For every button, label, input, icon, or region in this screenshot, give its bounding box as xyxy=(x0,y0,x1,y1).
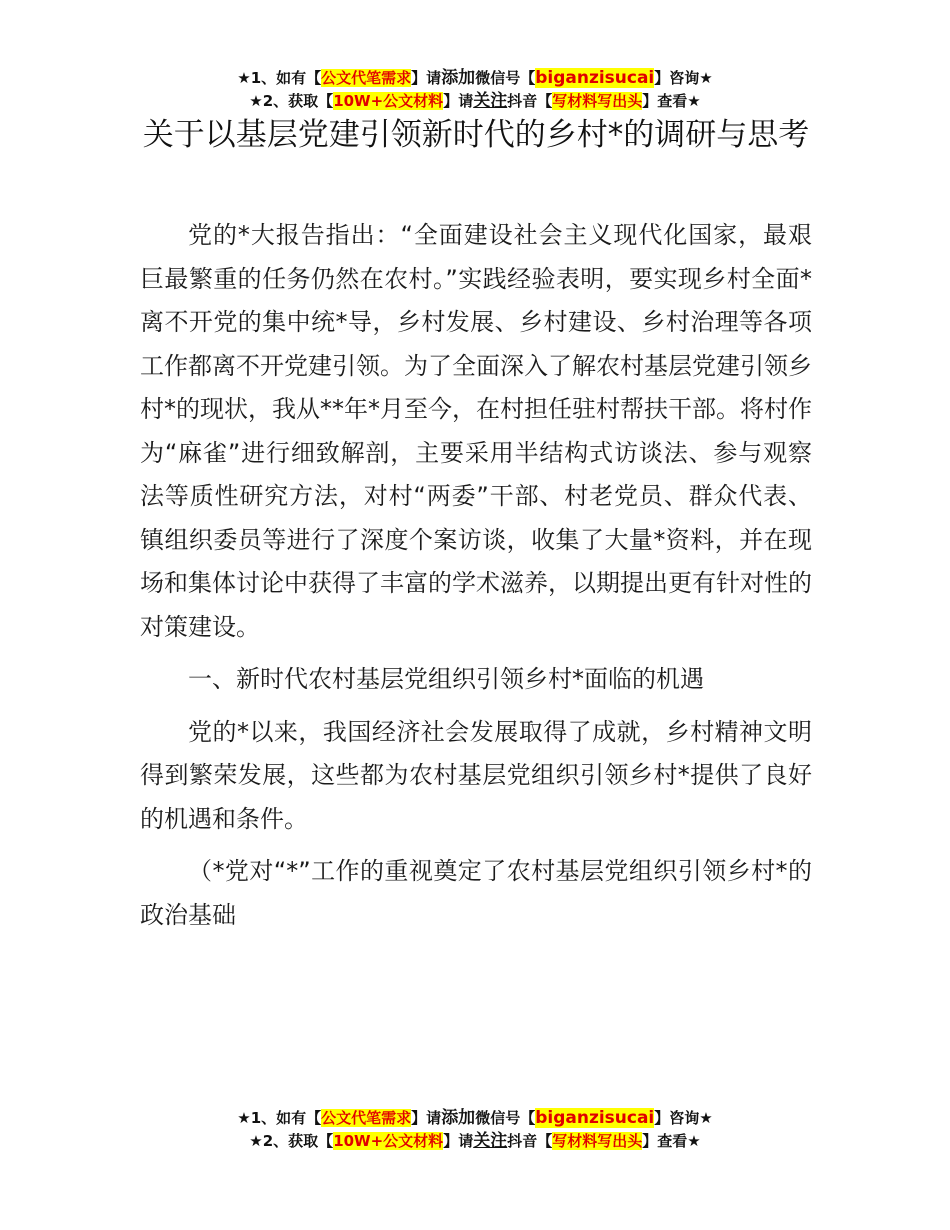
douyin-account-highlight: 写材料写出头 xyxy=(552,92,643,110)
ghostwriting-highlight: 公文代笔需求 xyxy=(321,1109,412,1127)
footer-line-2 xyxy=(0,1130,950,1153)
footer-line-1-text: 】请 xyxy=(411,1109,442,1127)
header-line-2-text: 】请 xyxy=(443,92,474,110)
header-line-2-suffix: 】查看★ xyxy=(642,92,701,110)
follow-emphasis: 关注 xyxy=(473,1131,508,1151)
header-line-2 xyxy=(0,90,950,113)
header-banner xyxy=(0,67,950,113)
footer-line-1-suffix: 】咨询★ xyxy=(654,1109,713,1127)
paragraph-intro: 党的*大报告指出：“全面建设社会主义现代化国家，最艰巨最繁重的任务仍然在农村。”实践经验表明，要实现乡村全面*离不开党的集中统*导，乡村发展、乡村建设、乡村治理等各项工作都离不开党建引领。为了全面深入了解农村基层党建引领乡村*的现状，我从**年*月至今，在村担任驻村帮扶干部。将村作为“麻雀”进行细致解剖，主要采用半结构式访谈法、参与观察法等质性研究方法，对村“两委”干部、村老党员、群众代表、镇组织委员等进行了深度个案访谈，收集了大量*资料，并在现场和集体讨论中获得了丰富的学术滋养，以期提出更有针对性的对策建设。 xyxy=(140,221,812,641)
douyin-account-highlight: 写材料写出头 xyxy=(552,1132,643,1150)
footer-line-1 xyxy=(0,1107,950,1130)
footer-line-2-douyin-label: 抖音【 xyxy=(507,1132,553,1150)
footer-line-2-suffix: 】查看★ xyxy=(642,1132,701,1150)
add-emphasis: 添加 xyxy=(441,68,476,88)
header-line-1-suffix: 】咨询★ xyxy=(654,69,713,87)
document-body xyxy=(140,214,812,946)
header-line-1-wechat-label: 微信号【 xyxy=(475,69,536,87)
follow-emphasis: 关注 xyxy=(473,91,508,111)
section-heading-1: 一、新时代农村基层党组织引领乡村*面临的机遇 xyxy=(188,665,704,693)
add-emphasis: 添加 xyxy=(441,1108,476,1128)
footer-line-2-text: 】请 xyxy=(443,1132,474,1150)
footer-banner xyxy=(0,1107,950,1153)
materials-highlight: 10W+公文材料 xyxy=(333,1132,444,1150)
ghostwriting-highlight: 公文代笔需求 xyxy=(321,69,412,87)
paragraph-opportunities: 党的*以来，我国经济社会发展取得了成就，乡村精神文明得到繁荣发展，这些都为农村基层党组织引领乡村*提供了良好的机遇和条件。 xyxy=(140,717,812,833)
header-line-1-text: 】请 xyxy=(411,69,442,87)
wechat-id-highlight: biganzisucai xyxy=(535,68,655,88)
header-line-2-prefix: ★2、获取【 xyxy=(249,92,334,110)
header-line-1-prefix: ★1、如有【 xyxy=(237,69,322,87)
footer-line-1-prefix: ★1、如有【 xyxy=(237,1109,322,1127)
header-line-1 xyxy=(0,67,950,90)
wechat-id-highlight: biganzisucai xyxy=(535,1108,655,1128)
subsection-heading-1: （*党对“*”工作的重视奠定了农村基层党组织引领乡村*的政治基础 xyxy=(140,857,812,929)
materials-highlight: 10W+公文材料 xyxy=(333,92,444,110)
footer-line-1-wechat-label: 微信号【 xyxy=(475,1109,536,1127)
document-title: 关于以基层党建引领新时代的乡村*的调研与思考 xyxy=(142,117,810,153)
header-line-2-douyin-label: 抖音【 xyxy=(507,92,553,110)
footer-line-2-prefix: ★2、获取【 xyxy=(249,1132,334,1150)
